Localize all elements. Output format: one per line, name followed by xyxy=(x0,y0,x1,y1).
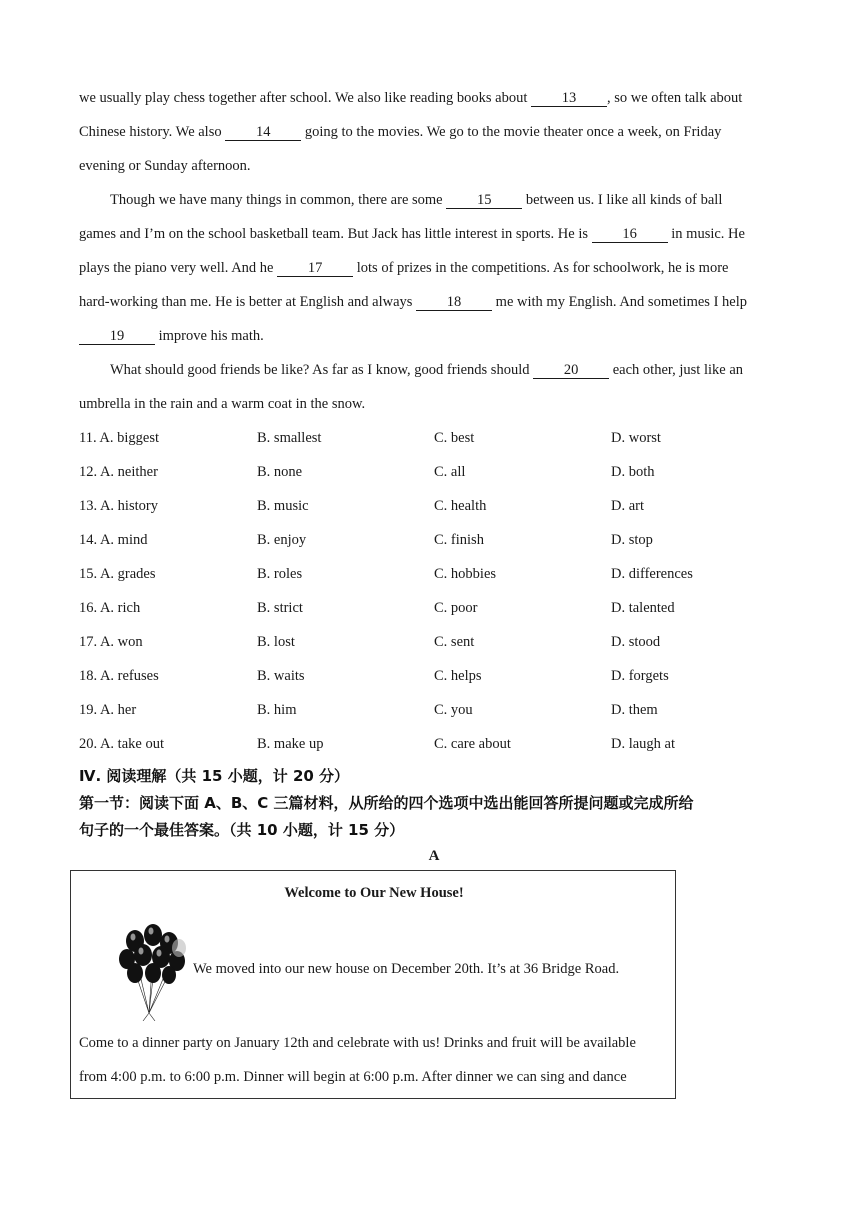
option-17-b: B. lost xyxy=(257,634,295,650)
option-13-c: C. health xyxy=(434,498,487,514)
option-17-c: C. sent xyxy=(434,634,475,650)
blank-19: 19 xyxy=(79,328,155,345)
option-16-d: D. talented xyxy=(611,600,675,616)
option-18-c: C. helps xyxy=(434,668,482,684)
option-18-b: B. waits xyxy=(257,668,305,684)
option-14-d: D. stop xyxy=(611,532,653,548)
passage-letter: A xyxy=(428,848,440,864)
passage-line-5: games and I’m on the school basketball team. But Jack has little interest in sports. He is 16 in music. He xyxy=(79,226,745,242)
option-20-b: B. make up xyxy=(257,736,324,752)
passage-line-1: we usually play chess together after school. We also like reading books about 13 , so we often talk about xyxy=(79,90,743,106)
option-19-b: B. him xyxy=(257,702,297,718)
option-12-c: C. all xyxy=(434,464,466,480)
option-20-c: C. care about xyxy=(434,736,511,752)
blank-14: 14 xyxy=(225,124,301,141)
option-11-d: D. worst xyxy=(611,430,661,446)
passage-line-2: Chinese history. We also 14 going to the movies. We go to the movie theater once a week, on Friday xyxy=(79,124,722,140)
option-19-c: C. you xyxy=(434,702,473,718)
option-16-a: 16. A. rich xyxy=(79,600,141,616)
option-15-b: B. roles xyxy=(257,566,303,582)
option-11-b: B. smallest xyxy=(257,430,322,446)
blank-13: 13 xyxy=(531,90,607,107)
option-11-c: C. best xyxy=(434,430,475,446)
option-18-d: D. forgets xyxy=(611,668,669,684)
option-13-a: 13. A. history xyxy=(79,498,158,514)
notice-title: Welcome to Our New House! xyxy=(284,885,464,901)
option-12-b: B. none xyxy=(257,464,303,480)
option-15-a: 15. A. grades xyxy=(79,566,156,582)
blank-18: 18 xyxy=(416,294,492,311)
option-19-a: 19. A. her xyxy=(79,702,137,718)
notice-line-1: We moved into our new house on December 20th. It’s at 36 Bridge Road. xyxy=(193,961,620,977)
option-14-c: C. finish xyxy=(434,532,484,548)
blank-15: 15 xyxy=(446,192,522,209)
passage-line-4: Though we have many things in common, there are some 15 between us. I like all kinds of ball xyxy=(110,192,723,208)
option-20-a: 20. A. take out xyxy=(79,736,164,752)
passage-line-8: 19 improve his math. xyxy=(79,326,264,346)
option-15-d: D. differences xyxy=(611,566,693,582)
blank-17: 17 xyxy=(277,260,353,277)
option-13-d: D. art xyxy=(611,498,645,514)
passage-line-3: evening or Sunday afternoon. xyxy=(79,158,251,174)
section-heading: Ⅳ. 阅读理解（共 15 小题，计 20 分） xyxy=(79,767,350,785)
option-14-b: B. enjoy xyxy=(257,532,307,548)
option-12-d: D. both xyxy=(611,464,655,480)
option-17-d: D. stood xyxy=(611,634,661,650)
option-16-c: C. poor xyxy=(434,600,478,616)
option-16-b: B. strict xyxy=(257,600,303,616)
invitation-notice-box xyxy=(70,870,676,1099)
passage-line-7: hard-working than me. He is better at English and always 18 me with my English. And sometimes I help xyxy=(79,294,747,310)
section-instruction-line-1: 第一节：阅读下面 A、B、C 三篇材料，从所给的四个选项中选出能回答所提问题或完成所给 xyxy=(79,794,694,812)
option-14-a: 14. A. mind xyxy=(79,532,148,548)
option-13-b: B. music xyxy=(257,498,309,514)
section-instruction-line-2: 句子的一个最佳答案。（共 10 小题，计 15 分） xyxy=(79,821,405,839)
option-19-d: D. them xyxy=(611,702,658,718)
option-18-a: 18. A. refuses xyxy=(79,668,159,684)
passage-line-9: What should good friends be like? As far as I know, good friends should 20 each other, just like an xyxy=(110,362,744,378)
blank-16: 16 xyxy=(592,226,668,243)
option-11-a: 11. A. biggest xyxy=(79,430,160,446)
passage-line-6: plays the piano very well. And he 17 lots of prizes in the competitions. As for schoolwork, he is more xyxy=(79,260,729,276)
option-15-c: C. hobbies xyxy=(434,566,497,582)
option-17-a: 17. A. won xyxy=(79,634,143,650)
balloons-icon xyxy=(113,921,193,1021)
passage-line-10: umbrella in the rain and a warm coat in the snow. xyxy=(79,396,366,412)
option-20-d: D. laugh at xyxy=(611,736,676,752)
notice-line-3: from 4:00 p.m. to 6:00 p.m. Dinner will begin at 6:00 p.m. After dinner we can sing and dance xyxy=(79,1069,627,1085)
blank-20: 20 xyxy=(533,362,609,379)
option-12-a: 12. A. neither xyxy=(79,464,158,480)
notice-line-2: Come to a dinner party on January 12th and celebrate with us! Drinks and fruit will be available xyxy=(79,1035,636,1051)
